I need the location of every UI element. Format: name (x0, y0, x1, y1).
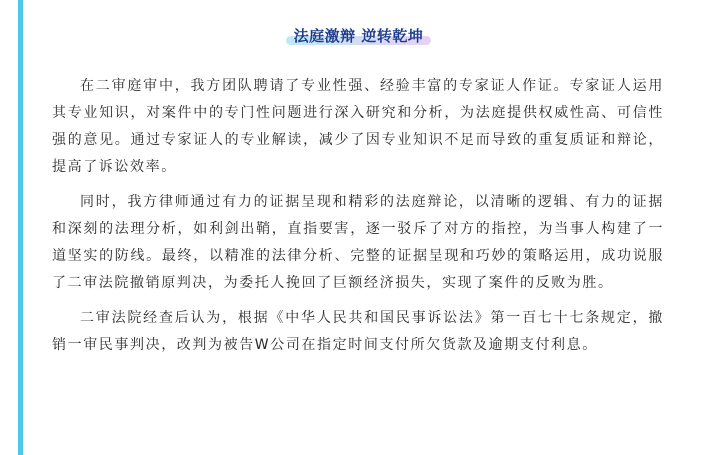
section-heading-text: 法庭激辩 逆转乾坤 (293, 27, 424, 45)
paragraph-court-ruling: 二审法院经查后认为，根据《中华人民共和国民事诉讼法》第一百七十七条规定，撤销一审民事判决，改判为被告W公司在指定时间支付所欠货款及逾期支付利息。 (52, 310, 664, 353)
heading-container (0, 25, 717, 47)
article-body (52, 73, 664, 359)
paragraph-court-debate: 同时，我方律师通过有力的证据呈现和精彩的法庭辩论，以清晰的逻辑、有力的证据和深刻的法理分析，如利剑出鞘，直指要害，逐一驳斥了对方的指控，为当事人构建了一道坚实的防线。最终，以精准的法律分析、完整的证据呈现和巧妙的策略运用，成功说服了二审法院撤销原判决，为委托人挽回了巨额经济损失，实现了案件的反败为胜。 (52, 194, 664, 291)
left-accent-bar (18, 0, 23, 455)
paragraph-expert-witness: 在二审庭审中，我方团队聘请了专业性强、经验丰富的专家证人作证。专家证人运用其专业知识，对案件中的专门性问题进行深入研究和分析，为法庭提供权威性高、可信性强的意见。通过专家证人的专业解读，减少了因专业知识不足而导致的重复质证和辩论，提高了诉讼效率。 (52, 78, 664, 175)
section-heading (290, 25, 428, 47)
